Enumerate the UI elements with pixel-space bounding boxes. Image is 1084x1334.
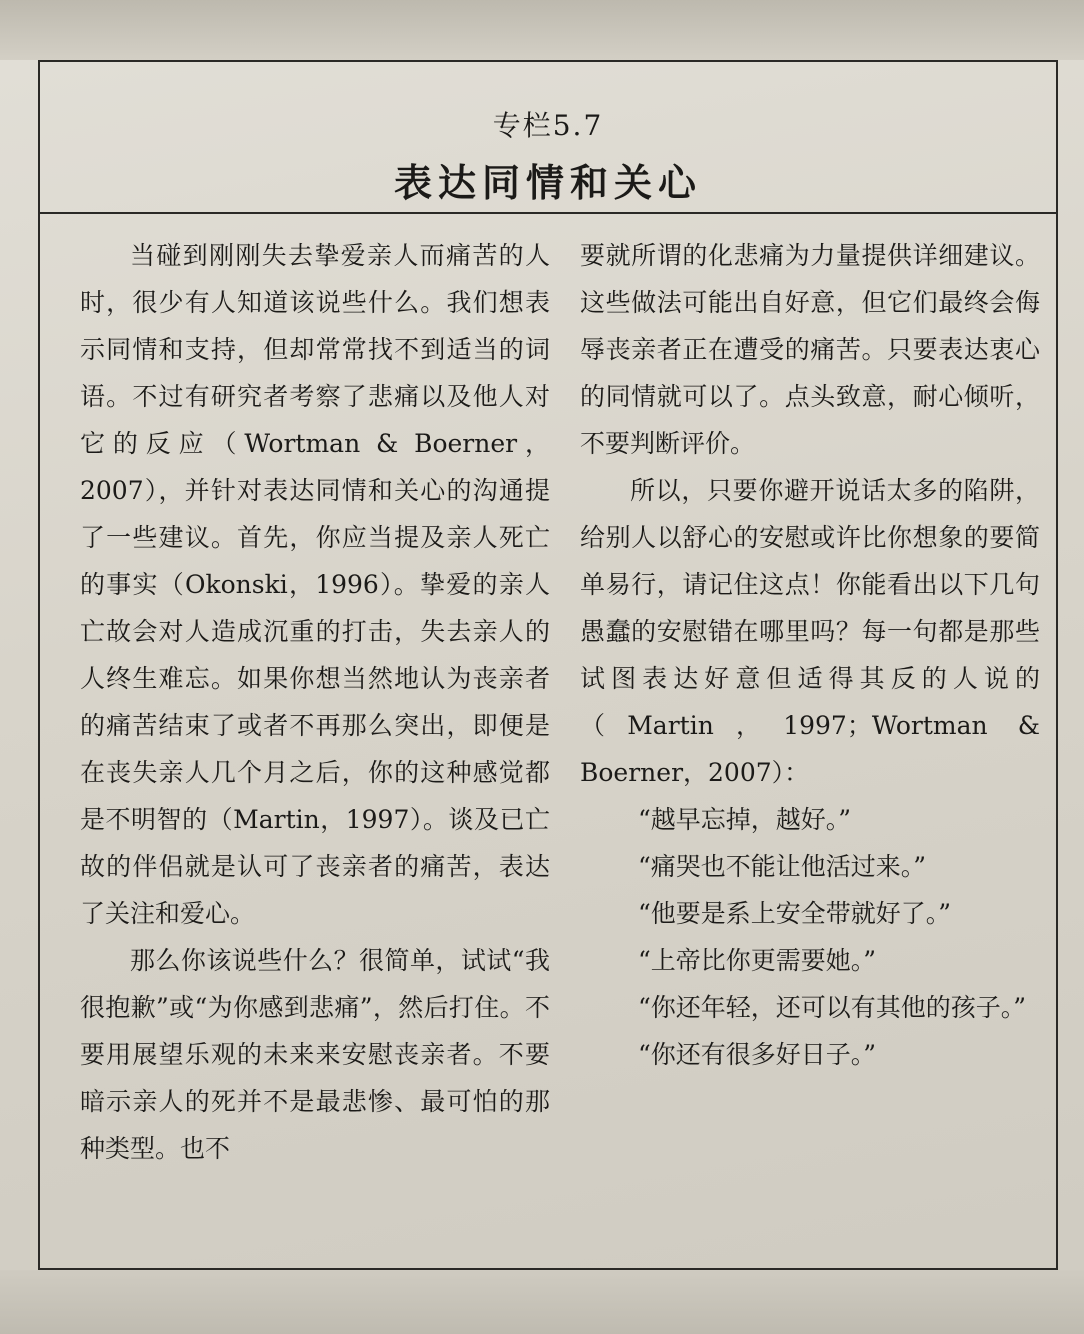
box-header	[40, 62, 1056, 214]
quote-6: “你还有很多好日子。”	[638, 1040, 877, 1069]
left-paragraph-2: 那么你该说些什么？很简单，试试“我很抱歉”或“为你感到悲痛”，然后打住。不要用展望乐观的未来来安慰丧亲者。不要暗示亲人的死并不是最悲惨、最可怕的那种类型。也不	[80, 946, 550, 1163]
right-paragraph-1: 要就所谓的化悲痛为力量提供详细建议。这些做法可能出自好意，但它们最终会侮辱丧亲者正在遭受的痛苦。只要表达衷心的同情就可以了。点头致意，耐心倾听，不要判断评价。	[580, 241, 1040, 458]
quote-5: “你还年轻，还可以有其他的孩子。”	[638, 993, 1027, 1022]
quote-2: “痛哭也不能让他活过来。”	[638, 852, 927, 881]
quote-4: “上帝比你更需要她。”	[638, 946, 877, 975]
box-title: 表达同情和关心	[393, 161, 702, 205]
page-bottom-shade	[0, 1270, 1084, 1334]
left-paragraph-1: 当碰到刚刚失去挚爱亲人而痛苦的人时，很少有人知道该说些什么。我们想表示同情和支持，但却常常找不到适当的词语。不过有研究者考察了悲痛以及他人对它的反应（Wortman & Boerner，2007），并针对表达同情和关心的沟通提了一些建议。首先，你应当提及亲人死亡的事实（Okonski，1996）。挚爱的亲人亡故会对人造成沉重的打击，失去亲人的人终生难忘。如果你想当然地认为丧亲者的痛苦结束了或者不再那么突出，即便是在丧失亲人几个月之后，你的这种感觉都是不明智的（Martin，1997）。谈及已亡故的伴侣就是认可了丧亲者的痛苦，表达了关注和爱心。	[80, 241, 550, 928]
sidebar-box	[38, 60, 1058, 1270]
quote-3: “他要是系上安全带就好了。”	[638, 899, 952, 928]
left-column	[80, 232, 550, 1172]
right-paragraph-2: 所以，只要你避开说话太多的陷阱，给别人以舒心的安慰或许比你想象的要简单易行，请记住这点！你能看出以下几句愚蠢的安慰错在哪里吗？每一句都是那些试图表达好意但适得其反的人说的（Martin，1997；Wortman & Boerner，2007）：	[580, 476, 1040, 787]
previous-text-bleed	[0, 0, 1084, 60]
quote-1: “越早忘掉，越好。”	[638, 805, 852, 834]
right-column	[580, 232, 1040, 1078]
box-label: 专栏5.7	[492, 109, 604, 142]
